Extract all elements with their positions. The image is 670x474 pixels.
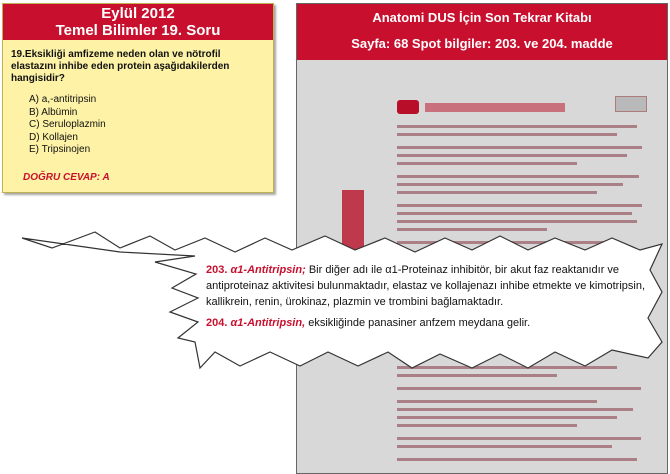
item-203-text: Bir diğer adı ile α1-Proteinaz inhibitör, bir akut faz reaktanıdır ve antiproteinaz aktivitesi bulunmaktadır, elastaz ve kollajenazı inhibe etmekte ve kimotripsin, kallikrein, renin, ürokinaz, plazmin ve trombini bağlamaktadır. <box>206 264 646 308</box>
bubble-item-203 <box>206 262 652 310</box>
question-header-date: Eylül 2012 <box>101 5 175 22</box>
option-c: C) Seruloplazmin <box>29 119 106 130</box>
item-204-number: 204. <box>206 317 228 329</box>
item-203-term: α1-Antitripsin; <box>230 264 306 276</box>
option-a: A) a,-antitripsin <box>29 94 97 105</box>
book-title: Anatomi DUS İçin Son Tekrar Kitabı <box>372 10 592 25</box>
item-204-term: α1-Antitripsin, <box>230 317 306 329</box>
bubble-item-204 <box>206 315 652 331</box>
item-203-number: 203. <box>206 264 228 276</box>
question-text: 19.Eksikliği amfizeme neden olan ve nötrofil elastazını inhibe eden protein aşağıdakilerden hangisidir? <box>11 49 230 84</box>
book-subtitle: Sayfa: 68 Spot bilgiler: 203. ve 204. madde <box>351 36 613 51</box>
item-204-text: eksikliğinde panasiner anfzem meydana gelir. <box>308 317 531 329</box>
option-b: B) Albümin <box>29 106 78 118</box>
bubble-content <box>206 262 652 336</box>
option-e: E) Tripsinojen <box>29 144 91 155</box>
correct-answer: DOĞRU CEVAP: A <box>23 171 110 183</box>
option-d: D) Kollajen <box>29 131 78 143</box>
question-header-title: Temel Bilimler 19. Soru <box>55 22 221 39</box>
